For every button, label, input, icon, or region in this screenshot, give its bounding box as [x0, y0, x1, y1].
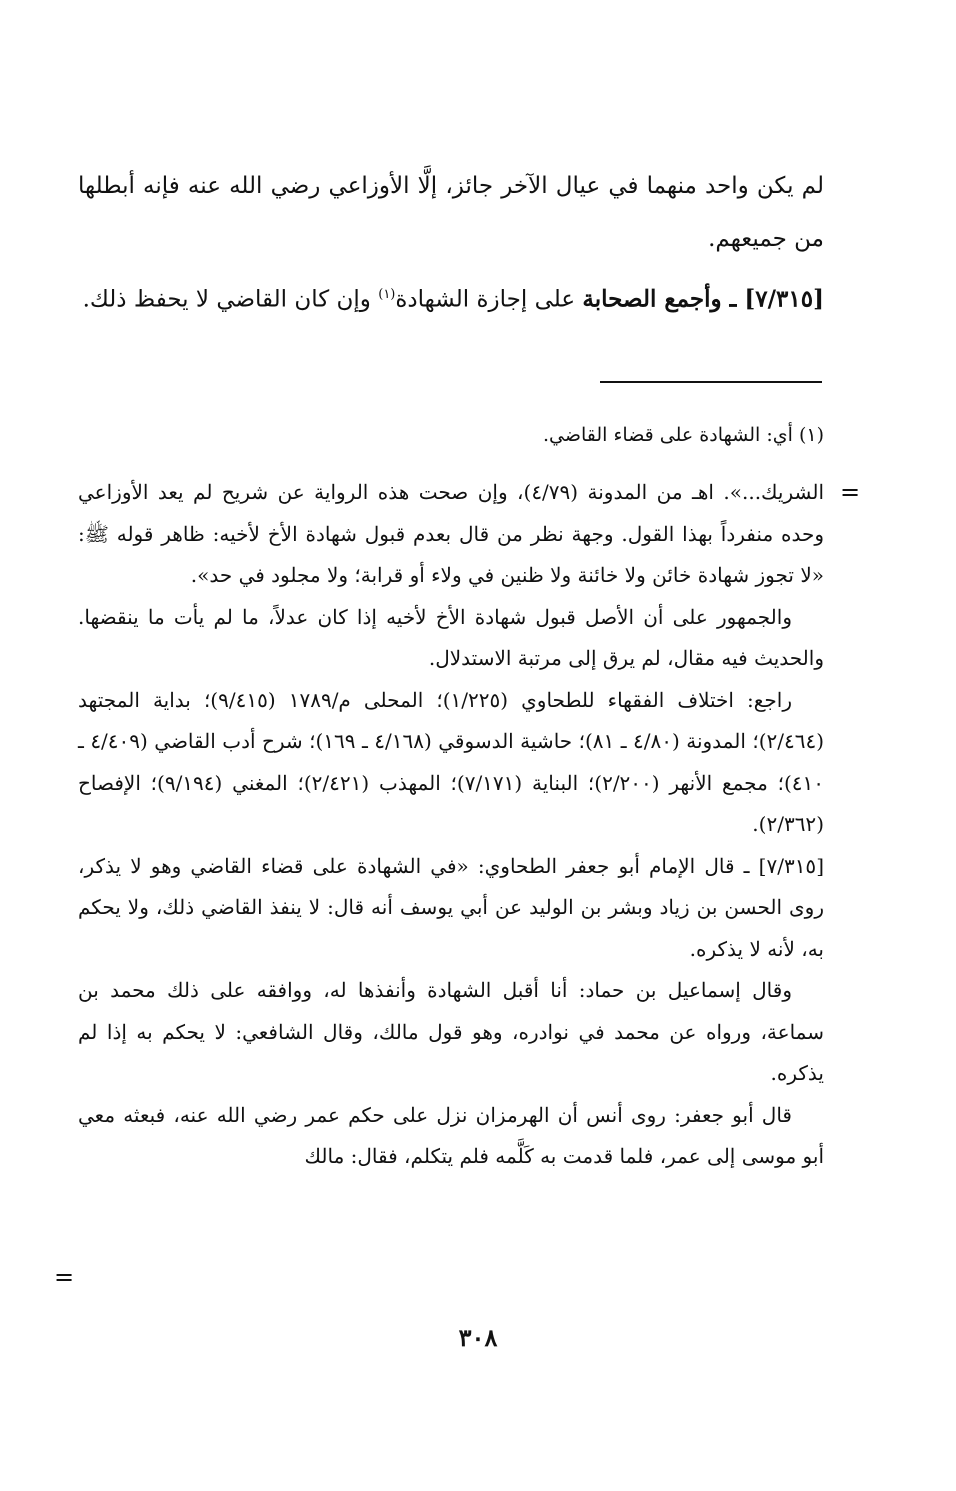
commentary [78, 472, 824, 1178]
footnote-marker: (١) [798, 424, 824, 446]
bold-phrase: وأجمع الصحابة [582, 285, 722, 313]
main-paragraph-1: لم يكن واحد منهما في عيال الآخر جائز، إلَّا الأوزاعي رضي الله عنه فإنه أبطلها من جميعهم. [78, 173, 824, 252]
commentary-paragraph-3: راجع: اختلاف الفقهاء للطحاوي (١/٢٢٥)؛ المحلى م/١٧٨٩ (٩/٤١٥)؛ بداية المجتهد (٢/٤٦٤)؛ المدونة (٤/٨٠ ـ ٨١)؛ حاشية الدسوقي (٤/١٦٨ ـ ١٦٩)؛ شرح أدب القاضي (٤/٤٠٩ ـ ٤١٠)؛ مجمع الأنهر (٢/٢٠٠)؛ البناية (٧/١٧١)؛ المهذب (٢/٤٢١)؛ المغني (٩/١٩٤)؛ الإفصاح (٢/٣٦٢). [78, 687, 825, 836]
footnote-reference: (١) [378, 287, 396, 302]
commentary-paragraph-6: قال أبو جعفر: روى أنس أن الهرمزان نزل على حكم عمر رضي الله عنه، فبعثه معي أبو موسى إلى عمر، فلما قدمت به كَلَّمه فلم يتكلم، فقال: مالك [78, 1102, 824, 1168]
page-number: ٣٠٨ [458, 1323, 498, 1352]
continuation-mark-bottom: = [54, 1263, 75, 1291]
commentary-paragraph-2: والجمهور على أن الأصل قبول شهادة الأخ لأخيه إذا كان عدلاً، ما لم يأت ما ينقضها. والحديث فيه مقال، لم يرق إلى مرتبة الاستدلال. [78, 604, 824, 670]
issue-reference: [٧/٣١٥] [744, 285, 824, 313]
main-text-segment: على إجازة الشهادة [395, 286, 583, 313]
main-text-segment: وإن كان القاضي لا يحفظ ذلك. [82, 286, 379, 313]
footnote-separator [600, 381, 822, 383]
issue-dash: ـ [721, 285, 745, 313]
footnote [78, 420, 824, 450]
continuation-mark-top: = [840, 478, 861, 506]
main-paragraph-2 [78, 268, 824, 327]
footnote-text: أي: الشهادة على قضاء القاضي. [542, 424, 793, 446]
commentary-paragraph-4: [٧/٣١٥] ـ قال الإمام أبو جعفر الطحاوي: «في الشهادة على قضاء القاضي وهو لا يذكر، روى الحسن بن زياد وبشر بن الوليد عن أبي يوسف أنه قال: لا ينفذ القاضي ذلك، ولا يحكم به، لأنه لا يذكره. [78, 853, 824, 961]
commentary-paragraph-1: الشريك...». اهـ من المدونة (٤/٧٩)، وإن صحت هذه الرواية عن شريح لم يعد الأوزاعي وحده منفرداً بهذا القول. وجهة نظر من قال بعدم قبول شهادة الأخ لأخيه: ظاهر قوله ﷺ: «لا تجوز شهادة خائن ولا خائنة ولا ظنين في ولاء أو قرابة؛ ولا مجلود في حد». [78, 480, 824, 587]
commentary-paragraph-5: وقال إسماعيل بن حماد: أنا أقبل الشهادة وأنفذها له، ووافقه على ذلك محمد بن سماعة، ورواه عن محمد في نوادره، وهو قول مالك، وقال الشافعي: لا يحكم به إذا لم يذكره. [78, 978, 824, 1085]
main-text [78, 160, 824, 327]
